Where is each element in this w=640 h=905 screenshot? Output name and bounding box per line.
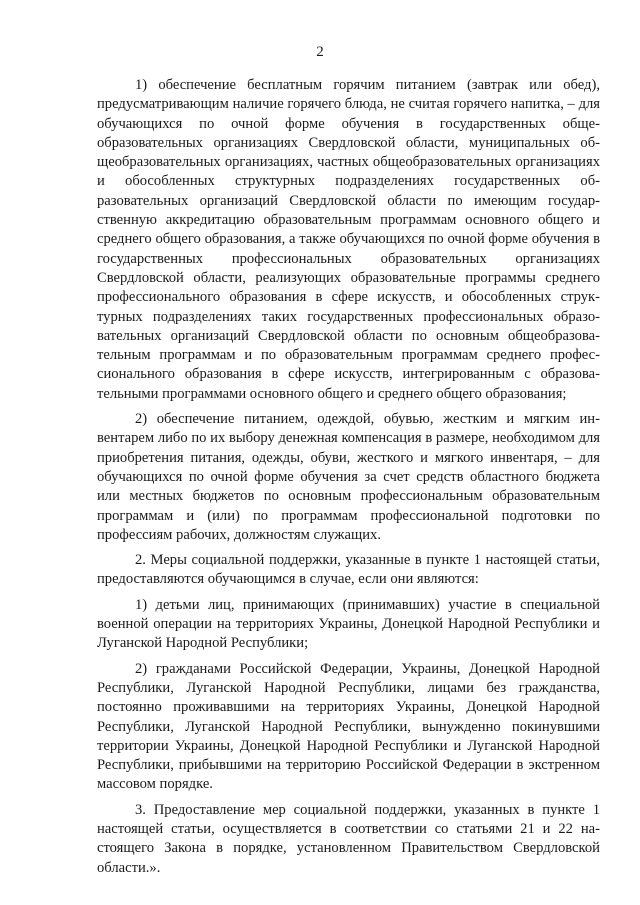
document-body: [97, 76, 600, 884]
paragraph-procedure: 3. Предоставление мер социальной поддержки, указанных в пункте 1 настоящей статьи, осуществляется в соответствии со статьями 21 и 22 настоящего Закона в порядке, установленном Правительством Свердловской области.».: [97, 801, 600, 876]
page-number: 2: [316, 44, 324, 60]
paragraph-food-clothing-provision: 2) обеспечение питанием, одеждой, обувью, жестким и мягким инвентарем либо по их выбору денежная компенсация в размере, необходимом для приобретения питания, одежды, обуви, жесткого и мягкого инвентаря, – для обучающихся по очной форме обучения за счет средств областного бюджета или местных бюджетов по основным профессиональным образовательным программам и (или) по программам профессиональной подготовки по профессиям рабочих, должностям служащих.: [97, 411, 600, 543]
paragraph-children-of-participants: 1) детьми лиц, принимающих (принимавших) участие в специальной военной операции на территориях Украины, Донецкой Народной Республики и Луганской Народной Республики;: [97, 596, 600, 652]
paragraph-citizens-and-residents: 2) гражданами Российской Федерации, Украины, Донецкой Народной Республики, Луганской Народной Республики, лицами без гражданства, постоянно проживавшими на территориях Украины, Донецкой Народной Республики, Луганской Народной Республики, вынужденно покинувшими территории Украины, Донецкой Народной Республики и Луганской Народной Республики, прибывшими на территорию Российской Федерации в экстренном массовом порядке.: [97, 660, 600, 793]
paragraph-support-measures-conditions: 2. Меры социальной поддержки, указанные в пункте 1 настоящей статьи, предоставляются обучающимся в случае, если они являются:: [97, 552, 600, 588]
paragraph-free-hot-meals: 1) обеспечение бесплатным горячим питанием (завтрак или обед), предусматривающим наличие горячего блюда, не считая горячего напитка, – для обучающихся по очной форме обучения в государственных общеобразовательных организациях Свердловской области, муниципальных общеобразовательных организациях, частных общеобразовательных организациях и обособленных структурных подразделениях государственных образовательных организаций Свердловской области по имеющим государственную аккредитацию образовательным программам основного общего и среднего общего образования, а также обучающихся по очной форме обучения в государственных профессиональных образовательных организациях Свердловской области, реализующих образовательные программы среднего профессионального образования в сфере искусств, и обособленных структурных подразделениях таких государственных профессиональных образовательных организаций Свердловской области по основным общеобразовательным программам и по образовательным программам среднего профессионального образования в сфере искусств, интегрированным с образовательными программами основного общего и среднего общего образования;: [97, 77, 600, 402]
